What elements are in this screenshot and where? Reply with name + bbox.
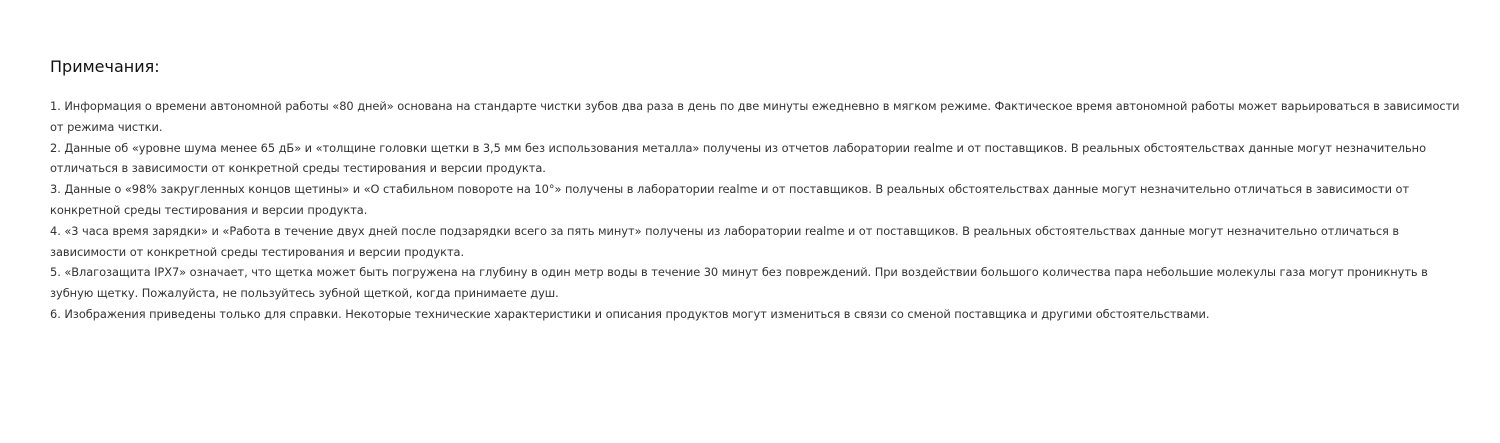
notes-title: Примечания: <box>50 57 160 76</box>
note-item-4: 4. «3 часа время зарядки» и «Работа в течение двух дней после подзарядки всего за пять минут» получены из лаборатории realme и от поставщиков. В реальных обстоятельствах данные могут незначительно отличаться в зависимости от конкретной среды тестирования и версии продукта. <box>50 223 1400 259</box>
note-item-6: 6. Изображения приведены только для справки. Некоторые технические характеристики и описания продуктов могут измениться в связи со сменой поставщика и другими обстоятельствами. <box>50 306 1210 321</box>
notes-list <box>50 96 1460 325</box>
note-item-2: 2. Данные об «уровне шума менее 65 дБ» и «толщине головки щетки в 3,5 мм без использования металла» получены из отчетов лаборатории realme и от поставщиков. В реальных обстоятельствах данные могут незначительно отличаться в зависимости от конкретной среды тестирования и версии продукта. <box>50 140 1426 176</box>
note-item-3: 3. Данные о «98% закругленных концов щетины» и «О стабильном повороте на 10°» получены в лаборатории realme и от поставщиков. В реальных обстоятельствах данные могут незначительно отличаться в зависимости от конкретной среды тестирования и версии продукта. <box>50 182 1410 217</box>
note-item-1: 1. Информация о времени автономной работы «80 дней» основана на стандарте чистки зубов два раза в день по две минуты ежедневно в мягком режиме. Фактическое время автономной работы может варьироваться в зависимости от режима чистки. <box>50 99 1460 134</box>
note-item-5: 5. «Влагозащита IPX7» означает, что щетка может быть погружена на глубину в один метр воды в течение 30 минут без повреждений. При воздействии большого количества пара небольшие молекулы газа могут проникнуть в зубную щетку. Пожалуйста, не пользуйтесь зубной щеткой, когда принимаете душ. <box>50 265 1428 301</box>
